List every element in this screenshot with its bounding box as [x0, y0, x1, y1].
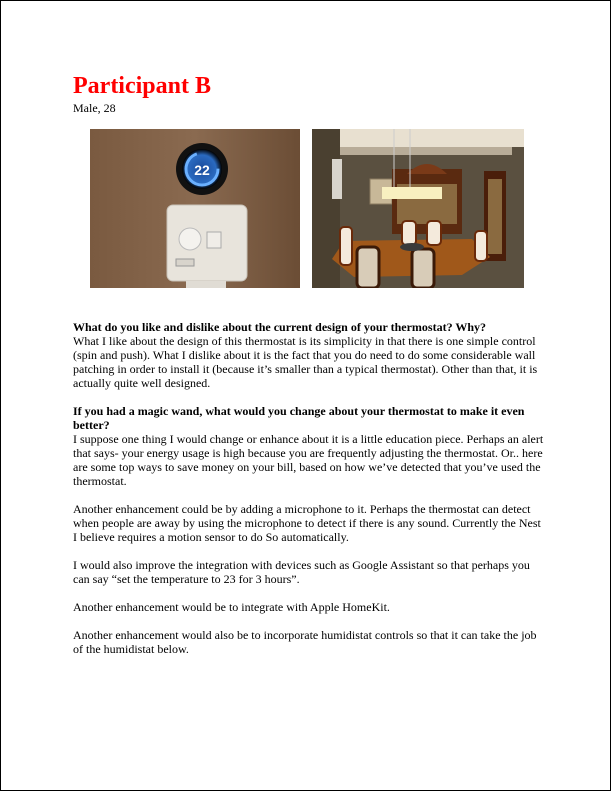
qa-block-1: [73, 320, 545, 390]
question-1: What do you like and dislike about the current design of your thermostat? Why?: [73, 320, 487, 334]
question-2: If you had a magic wand, what would you change about your thermostat to make it even better?: [73, 404, 525, 432]
participant-demographics: Male, 28: [73, 101, 116, 115]
answer-1: What I like about the design of this thermostat is its simplicity in that there is one simple control (spin and push). What I dislike about it is the fact that you do need to do some considerable wall patching in order to install it (because it’s smaller than a typical thermostat). Other than that, it is actually quite well designed.: [73, 334, 538, 390]
qa-block-2: [73, 404, 545, 488]
answer-2-paragraph-2: Another enhancement could be by adding a microphone to it. Perhaps the thermostat can detect when people are away by using the microphone to detect if there is any sound. Currently the Nest I believe requires a motion sensor to do So automatically.: [73, 502, 541, 544]
answer-2-paragraph-5: Another enhancement would also be to incorporate humidistat controls so that it can take the job of the humidistat below.: [73, 628, 537, 656]
thermostat-display-value: 22: [194, 162, 210, 178]
answer-2-paragraph-4: Another enhancement would be to integrate with Apple HomeKit.: [73, 600, 390, 614]
answer-2-paragraph-3: I would also improve the integration with devices such as Google Assistant so that perhaps you can say “set the temperature to 23 for 3 hours”.: [73, 558, 530, 586]
dining-room-photo: [312, 129, 524, 288]
thermostat-photo: [90, 129, 300, 288]
interview-content: [73, 320, 545, 670]
answer-2-paragraph-1: I suppose one thing I would change or enhance about it is a little education piece. Perhaps an alert that says- your energy usage is high because you are frequently adjusting the thermostat. Or.. here are some top ways to save money on your bill, based on how we’ve detected that you’ve used the thermostat.: [73, 432, 544, 488]
participant-title: Participant B: [73, 73, 211, 99]
